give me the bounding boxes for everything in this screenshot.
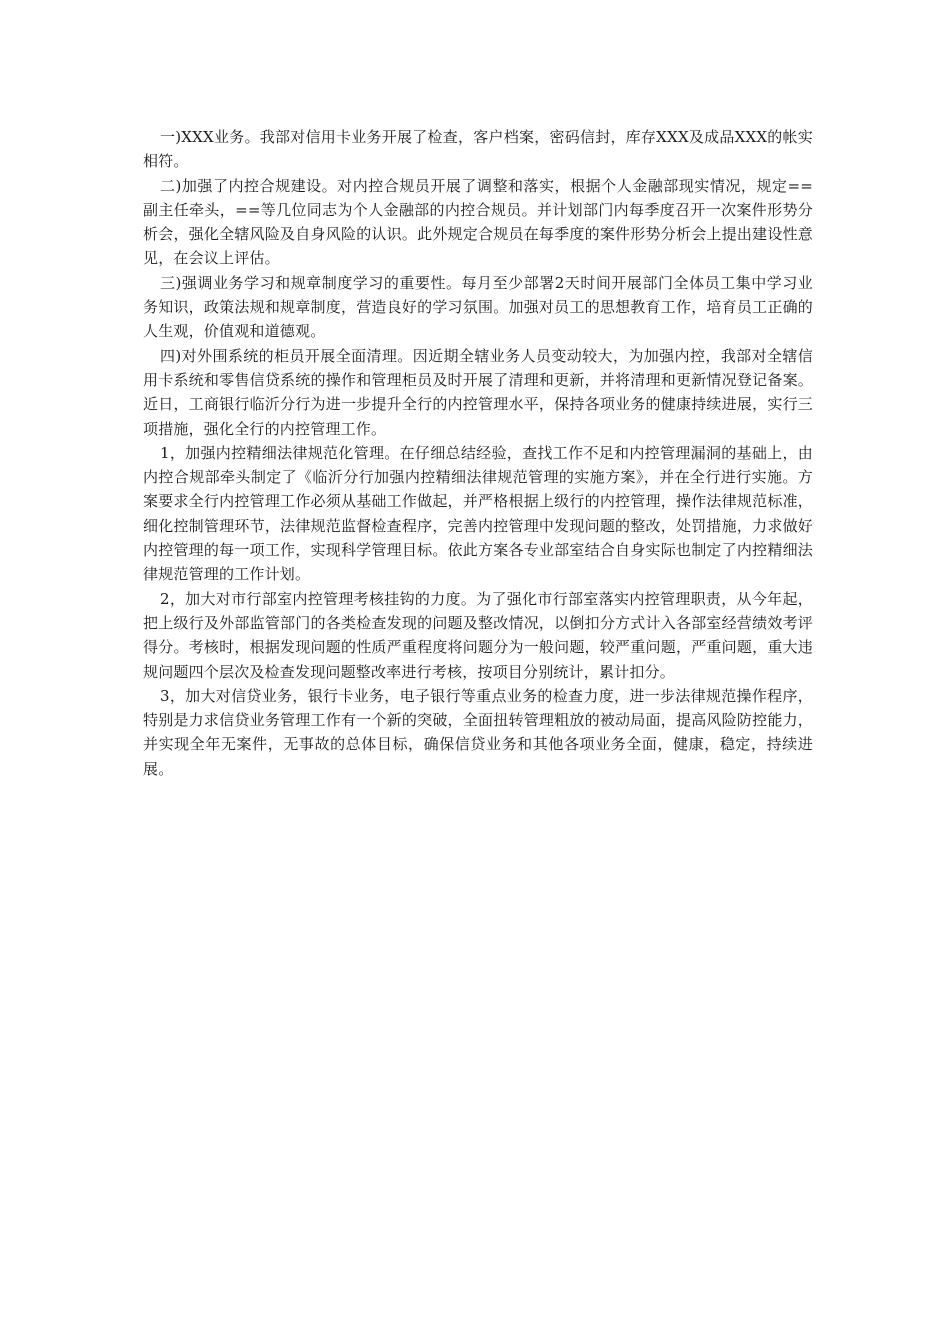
document-body	[143, 125, 813, 781]
paragraph-measure-3: 3，加大对信贷业务，银行卡业务，电子银行等重点业务的检查力度，进一步法律规范操作程序，特别是力求信贷业务管理工作有一个新的突破，全面扭转管理粗放的被动局面，提高风险防控能力，并实现全年无案件，无事故的总体目标，确保信贷业务和其他各项业务全面，健康，稳定，持续进展。	[143, 686, 813, 778]
paragraph-teller-cleanup: 四)对外围系统的柜员开展全面清理。因近期全辖业务人员变动较大，为加强内控，我部对全辖信用卡系统和零售信贷系统的操作和管理柜员及时开展了清理和更新，并将清理和更新情况登记备案。近日，工商银行临沂分行为进一步提升全行的内控管理水平，保持各项业务的健康持续进展，实行三项措施，强化全行的内控管理工作。	[143, 346, 813, 438]
paragraph-measure-1: 1，加强内控精细法律规范化管理。在仔细总结经验，查找工作不足和内控管理漏洞的基础上，由内控合规部牵头制定了《临沂分行加强内控精细法律规范管理的实施方案》，并在全行进行实施。方案要求全行内控管理工作必须从基础工作做起，并严格根据上级行的内控管理，操作法律规范标准，细化控制管理环节，法律规范监督检查程序，完善内控管理中发现问题的整改，处罚措施，力求做好内控管理的每一项工作，实现科学管理目标。依此方案各专业部室结合自身实际也制定了内控精细法律规范管理的工作计划。	[143, 443, 813, 584]
paragraph-study-emphasis: 三)强调业务学习和规章制度学习的重要性。每月至少部署2天时间开展部门全体员工集中学习业务知识，政策法规和规章制度，营造良好的学习氛围。加强对员工的思想教育工作，培育员工正确的人生观，价值观和道德观。	[143, 273, 813, 341]
paragraph-compliance-building: 二)加强了内控合规建设。对内控合规员开展了调整和落实，根据个人金融部现实情况，规定==副主任牵头，==等几位同志为个人金融部的内控合规员。并计划部门内每季度召开一次案件形势分析会，强化全辖风险及自身风险的认识。此外规定合规员在每季度的案件形势分析会上提出建设性意见，在会议上评估。	[143, 176, 813, 268]
paragraph-xxx-business: 一)XXX业务。我部对信用卡业务开展了检查，客户档案，密码信封，库存XXX及成品XXX的帐实相符。	[143, 128, 813, 171]
paragraph-measure-2: 2，加大对市行部室内控管理考核挂钩的力度。为了强化市行部室落实内控管理职责，从今年起，把上级行及外部监管部门的各类检查发现的问题及整改情况，以倒扣分方式计入各部室经营绩效考评得分。考核时，根据发现问题的性质严重程度将问题分为一般问题，较严重问题，严重问题，重大违规问题四个层次及检查发现问题整改率进行考核，按项目分别统计，累计扣分。	[143, 589, 813, 681]
